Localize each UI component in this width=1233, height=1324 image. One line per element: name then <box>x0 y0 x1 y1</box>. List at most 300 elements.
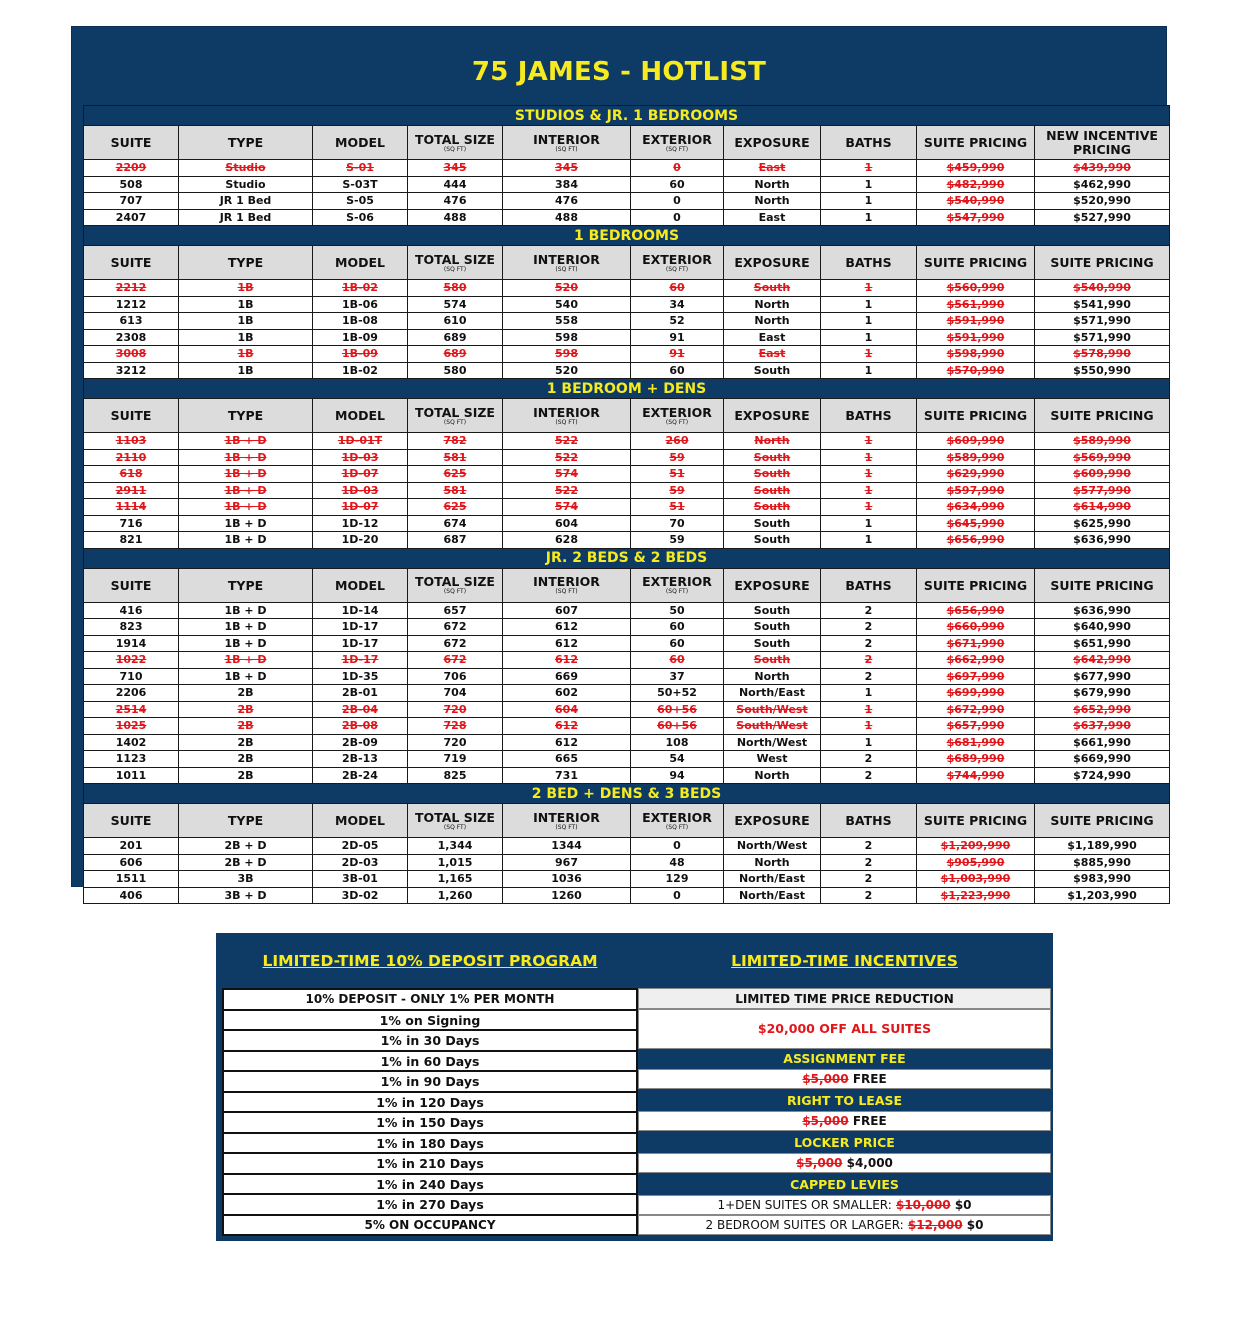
suite-cell: 508 <box>84 176 179 193</box>
type-cell: 1B + D <box>179 515 313 532</box>
suite-price-cell: $672,990 <box>917 701 1035 718</box>
locker-price-label: LOCKER PRICE <box>638 1133 1051 1153</box>
section-header <box>84 548 1170 568</box>
exposure-cell: South <box>724 602 821 619</box>
exterior-cell: 51 <box>631 466 724 483</box>
type-cell: 1B + D <box>179 449 313 466</box>
locker-price-old: $5,000 <box>796 1156 843 1170</box>
exposure-cell: North <box>724 176 821 193</box>
suite-price-cell: $634,990 <box>917 499 1035 516</box>
col-model-header: MODEL <box>313 246 408 280</box>
new-price-cell: $520,990 <box>1035 193 1170 210</box>
col-interior-header <box>503 246 631 280</box>
exposure-cell: East <box>724 346 821 363</box>
baths-cell: 2 <box>821 602 917 619</box>
exterior-cell: 50+52 <box>631 685 724 702</box>
model-cell: 2B-24 <box>313 767 408 784</box>
suite-cell: 2206 <box>84 685 179 702</box>
suite-price-cell: $681,990 <box>917 734 1035 751</box>
type-cell: 2B <box>179 767 313 784</box>
col-interior-header <box>503 804 631 838</box>
levies-small-text: 1+DEN SUITES OR SMALLER: <box>717 1198 892 1212</box>
interior-cell: 522 <box>503 433 631 450</box>
type-cell: 3B + D <box>179 887 313 904</box>
type-cell: JR 1 Bed <box>179 209 313 226</box>
exterior-cell: 60+56 <box>631 718 724 735</box>
levies-small-row <box>638 1195 1051 1215</box>
baths-cell: 1 <box>821 685 917 702</box>
type-cell: 2B <box>179 685 313 702</box>
suite-cell: 2514 <box>84 701 179 718</box>
col-interior-unit: (SQ FT) <box>555 418 578 426</box>
col-total-size-unit: (SQ FT) <box>443 145 467 153</box>
deposit-item: 1% on Signing <box>222 1009 638 1032</box>
suite-cell: 201 <box>84 838 179 855</box>
model-cell: 1D-07 <box>313 466 408 483</box>
exposure-cell: South <box>724 449 821 466</box>
deposit-item: 1% in 60 Days <box>222 1050 638 1073</box>
col-exposure-header: EXPOSURE <box>724 568 821 602</box>
col-type-header: TYPE <box>179 804 313 838</box>
suite-price-cell: $598,990 <box>917 346 1035 363</box>
col-suite-header: SUITE <box>84 246 179 280</box>
interior-cell: 1260 <box>503 887 631 904</box>
table-row <box>84 838 1170 855</box>
interior-cell: 602 <box>503 685 631 702</box>
capped-levies-label: CAPPED LEVIES <box>638 1175 1051 1195</box>
new-price-cell: $609,990 <box>1035 466 1170 483</box>
exterior-cell: 60 <box>631 619 724 636</box>
baths-cell: 1 <box>821 209 917 226</box>
col-exterior-label: EXTERIOR <box>642 404 712 420</box>
table-row <box>84 296 1170 313</box>
model-cell: 2B-01 <box>313 685 408 702</box>
baths-cell: 2 <box>821 854 917 871</box>
type-cell: 2B <box>179 751 313 768</box>
col-exterior-unit: (SQ FT) <box>665 265 689 273</box>
exterior-cell: 34 <box>631 296 724 313</box>
col-total-size-header <box>408 126 503 160</box>
new-price-cell: $625,990 <box>1035 515 1170 532</box>
levies-large-row <box>638 1215 1051 1235</box>
model-cell: 1D-03 <box>313 482 408 499</box>
type-cell: 1B + D <box>179 482 313 499</box>
suite-price-cell: $609,990 <box>917 433 1035 450</box>
exterior-cell: 37 <box>631 668 724 685</box>
col-exterior-label: EXTERIOR <box>642 131 712 147</box>
suite-cell: 821 <box>84 532 179 549</box>
suite-price-cell: $560,990 <box>917 280 1035 297</box>
type-cell: 2B <box>179 718 313 735</box>
suite-price-cell: $671,990 <box>917 635 1035 652</box>
exposure-cell: South <box>724 280 821 297</box>
model-cell: S-05 <box>313 193 408 210</box>
col-total-size-header <box>408 399 503 433</box>
exposure-cell: North/East <box>724 871 821 888</box>
col-baths-header: BATHS <box>821 126 917 160</box>
type-cell: 3B <box>179 871 313 888</box>
total-size-cell: 580 <box>408 280 503 297</box>
new-price-cell: $540,990 <box>1035 280 1170 297</box>
interior-cell: 604 <box>503 515 631 532</box>
total-size-cell: 782 <box>408 433 503 450</box>
suite-price-cell: $482,990 <box>917 176 1035 193</box>
type-cell: 1B + D <box>179 532 313 549</box>
total-size-cell: 581 <box>408 449 503 466</box>
deposit-item: 10% DEPOSIT - ONLY 1% PER MONTH <box>222 988 638 1011</box>
baths-cell: 2 <box>821 635 917 652</box>
interior-cell: 574 <box>503 499 631 516</box>
levies-large-old: $12,000 <box>907 1218 963 1232</box>
exterior-cell: 48 <box>631 854 724 871</box>
new-price-cell: $724,990 <box>1035 767 1170 784</box>
total-size-cell: 625 <box>408 466 503 483</box>
interior-cell: 520 <box>503 362 631 379</box>
table-row <box>84 887 1170 904</box>
interior-cell: 1036 <box>503 871 631 888</box>
baths-cell: 1 <box>821 329 917 346</box>
baths-cell: 1 <box>821 499 917 516</box>
table-row <box>84 602 1170 619</box>
col-total-size-label: TOTAL SIZE <box>415 251 495 267</box>
total-size-cell: 704 <box>408 685 503 702</box>
interior-cell: 604 <box>503 701 631 718</box>
col-exterior-label: EXTERIOR <box>642 251 712 267</box>
total-size-cell: 580 <box>408 362 503 379</box>
hotlist-panel <box>71 26 1167 902</box>
exterior-cell: 129 <box>631 871 724 888</box>
interior-cell: 612 <box>503 718 631 735</box>
exposure-cell: North/West <box>724 838 821 855</box>
baths-cell: 1 <box>821 362 917 379</box>
type-cell: 1B <box>179 329 313 346</box>
interior-cell: 612 <box>503 635 631 652</box>
table-row <box>84 515 1170 532</box>
suite-cell: 416 <box>84 602 179 619</box>
interior-cell: 1344 <box>503 838 631 855</box>
exposure-cell: South <box>724 482 821 499</box>
total-size-cell: 728 <box>408 718 503 735</box>
new-price-cell: $651,990 <box>1035 635 1170 652</box>
exposure-cell: West <box>724 751 821 768</box>
col-type-header: TYPE <box>179 246 313 280</box>
model-cell: 1D-07 <box>313 499 408 516</box>
col-exposure-header: EXPOSURE <box>724 126 821 160</box>
suite-cell: 1011 <box>84 767 179 784</box>
interior-cell: 967 <box>503 854 631 871</box>
table-row <box>84 280 1170 297</box>
suite-cell: 3212 <box>84 362 179 379</box>
exterior-cell: 260 <box>631 433 724 450</box>
exterior-cell: 59 <box>631 449 724 466</box>
col-interior-header <box>503 399 631 433</box>
exposure-cell: North <box>724 433 821 450</box>
model-cell: 1B-02 <box>313 362 408 379</box>
exposure-cell: North <box>724 668 821 685</box>
suite-cell: 1114 <box>84 499 179 516</box>
table-row <box>84 466 1170 483</box>
col-exterior-header <box>631 246 724 280</box>
model-cell: 2B-08 <box>313 718 408 735</box>
model-cell: 2D-03 <box>313 854 408 871</box>
deposit-item: 5% ON OCCUPANCY <box>222 1214 638 1237</box>
col-exposure-header: EXPOSURE <box>724 246 821 280</box>
exposure-cell: East <box>724 329 821 346</box>
model-cell: 1D-01T <box>313 433 408 450</box>
table-row <box>84 176 1170 193</box>
col-suite-header: SUITE <box>84 126 179 160</box>
suite-price-cell: $660,990 <box>917 619 1035 636</box>
exposure-cell: North/West <box>724 734 821 751</box>
col-interior-label: INTERIOR <box>533 131 600 147</box>
total-size-cell: 1,015 <box>408 854 503 871</box>
suite-cell: 710 <box>84 668 179 685</box>
type-cell: 1B + D <box>179 499 313 516</box>
model-cell: 3B-01 <box>313 871 408 888</box>
exterior-cell: 94 <box>631 767 724 784</box>
model-cell: 1B-08 <box>313 313 408 330</box>
col-model-header: MODEL <box>313 804 408 838</box>
exposure-cell: North/East <box>724 685 821 702</box>
suite-price-cell: $656,990 <box>917 602 1035 619</box>
total-size-cell: 689 <box>408 346 503 363</box>
exposure-cell: North <box>724 313 821 330</box>
col-total-size-unit: (SQ FT) <box>443 418 467 426</box>
table-row <box>84 362 1170 379</box>
suite-cell: 2209 <box>84 160 179 177</box>
price-reduction-label: LIMITED TIME PRICE REDUCTION <box>638 988 1051 1009</box>
model-cell: S-03T <box>313 176 408 193</box>
col-type-header: TYPE <box>179 126 313 160</box>
type-cell: 1B + D <box>179 652 313 669</box>
baths-cell: 1 <box>821 701 917 718</box>
type-cell: 2B + D <box>179 854 313 871</box>
baths-cell: 1 <box>821 482 917 499</box>
table-row <box>84 532 1170 549</box>
exterior-cell: 0 <box>631 887 724 904</box>
exposure-cell: South/West <box>724 701 821 718</box>
table-row <box>84 482 1170 499</box>
model-cell: 1B-09 <box>313 329 408 346</box>
new-price-cell: $640,990 <box>1035 619 1170 636</box>
col-interior-label: INTERIOR <box>533 251 600 267</box>
exposure-cell: East <box>724 160 821 177</box>
table-row <box>84 209 1170 226</box>
suite-cell: 2308 <box>84 329 179 346</box>
col-baths-header: BATHS <box>821 399 917 433</box>
type-cell: 1B <box>179 296 313 313</box>
exposure-cell: North <box>724 296 821 313</box>
table-row <box>84 499 1170 516</box>
column-header-row <box>84 246 1170 280</box>
total-size-cell: 1,260 <box>408 887 503 904</box>
table-row <box>84 871 1170 888</box>
model-cell: 2B-13 <box>313 751 408 768</box>
type-cell: 2B + D <box>179 838 313 855</box>
suite-price-cell: $699,990 <box>917 685 1035 702</box>
model-cell: 2B-04 <box>313 701 408 718</box>
exterior-cell: 108 <box>631 734 724 751</box>
deposit-item: 1% in 240 Days <box>222 1173 638 1196</box>
interior-cell: 607 <box>503 602 631 619</box>
total-size-cell: 672 <box>408 619 503 636</box>
new-price-cell: $1,189,990 <box>1035 838 1170 855</box>
baths-cell: 2 <box>821 767 917 784</box>
model-cell: 1D-35 <box>313 668 408 685</box>
exterior-cell: 60 <box>631 280 724 297</box>
suite-cell: 823 <box>84 619 179 636</box>
suite-price-cell: $697,990 <box>917 668 1035 685</box>
new-price-cell: $661,990 <box>1035 734 1170 751</box>
type-cell: 1B <box>179 362 313 379</box>
col-suite-pricing-header: SUITE PRICING <box>917 246 1035 280</box>
col-type-header: TYPE <box>179 568 313 602</box>
exposure-cell: South <box>724 635 821 652</box>
exposure-cell: North <box>724 767 821 784</box>
col-suite-pricing-header: SUITE PRICING <box>917 399 1035 433</box>
baths-cell: 1 <box>821 280 917 297</box>
model-cell: 1D-03 <box>313 449 408 466</box>
type-cell: 1B + D <box>179 619 313 636</box>
col-exterior-header <box>631 568 724 602</box>
exterior-cell: 0 <box>631 160 724 177</box>
interior-cell: 612 <box>503 734 631 751</box>
new-price-cell: $569,990 <box>1035 449 1170 466</box>
col-suite-pricing-header: SUITE PRICING <box>917 568 1035 602</box>
col-exterior-unit: (SQ FT) <box>665 588 689 595</box>
total-size-cell: 345 <box>408 160 503 177</box>
suite-price-cell: $657,990 <box>917 718 1035 735</box>
model-cell: 1D-17 <box>313 619 408 636</box>
model-cell: S-01 <box>313 160 408 177</box>
table-row <box>84 635 1170 652</box>
suite-price-cell: $570,990 <box>917 362 1035 379</box>
suite-price-cell: $1,003,990 <box>917 871 1035 888</box>
table-row <box>84 685 1170 702</box>
baths-cell: 1 <box>821 734 917 751</box>
baths-cell: 2 <box>821 652 917 669</box>
suite-price-cell: $656,990 <box>917 532 1035 549</box>
exposure-cell: South <box>724 515 821 532</box>
baths-cell: 1 <box>821 466 917 483</box>
col-suite-header: SUITE <box>84 804 179 838</box>
interior-cell: 612 <box>503 619 631 636</box>
col-new-price-header: SUITE PRICING <box>1035 246 1170 280</box>
model-cell: S-06 <box>313 209 408 226</box>
interior-cell: 540 <box>503 296 631 313</box>
total-size-cell: 476 <box>408 193 503 210</box>
exterior-cell: 54 <box>631 751 724 768</box>
levies-large-new: $0 <box>966 1218 984 1232</box>
right-to-lease-value <box>638 1111 1051 1131</box>
suite-price-cell: $1,223,990 <box>917 887 1035 904</box>
suite-price-cell: $597,990 <box>917 482 1035 499</box>
suite-price-cell: $591,990 <box>917 313 1035 330</box>
total-size-cell: 674 <box>408 515 503 532</box>
new-price-cell: $462,990 <box>1035 176 1170 193</box>
suite-price-cell: $459,990 <box>917 160 1035 177</box>
col-interior-unit: (SQ FT) <box>555 265 578 273</box>
right-to-lease-old: $5,000 <box>802 1114 849 1128</box>
section-title: JR. 2 BEDS & 2 BEDS <box>84 548 1170 568</box>
new-price-cell: $677,990 <box>1035 668 1170 685</box>
total-size-cell: 657 <box>408 602 503 619</box>
type-cell: 1B + D <box>179 466 313 483</box>
right-to-lease-new: FREE <box>852 1114 887 1128</box>
new-price-cell: $439,990 <box>1035 160 1170 177</box>
baths-cell: 2 <box>821 619 917 636</box>
baths-cell: 1 <box>821 532 917 549</box>
col-exterior-label: EXTERIOR <box>642 574 712 589</box>
deposit-item: 1% in 150 Days <box>222 1111 638 1134</box>
table-row <box>84 619 1170 636</box>
col-total-size-label: TOTAL SIZE <box>415 404 495 420</box>
deposit-program-title: LIMITED-TIME 10% DEPOSIT PROGRAM <box>262 952 598 970</box>
exterior-cell: 60 <box>631 635 724 652</box>
exposure-cell: South <box>724 532 821 549</box>
new-price-cell: $679,990 <box>1035 685 1170 702</box>
col-exterior-header <box>631 399 724 433</box>
col-interior-unit: (SQ FT) <box>555 145 578 153</box>
type-cell: Studio <box>179 160 313 177</box>
col-suite-pricing-header: SUITE PRICING <box>917 804 1035 838</box>
new-price-cell: $636,990 <box>1035 602 1170 619</box>
right-to-lease-label: RIGHT TO LEASE <box>638 1091 1051 1111</box>
model-cell: 2B-09 <box>313 734 408 751</box>
column-header-row <box>84 399 1170 433</box>
suite-cell: 3008 <box>84 346 179 363</box>
new-price-cell: $652,990 <box>1035 701 1170 718</box>
baths-cell: 1 <box>821 449 917 466</box>
col-total-size-header <box>408 804 503 838</box>
interior-cell: 476 <box>503 193 631 210</box>
total-size-cell: 1,165 <box>408 871 503 888</box>
exterior-cell: 0 <box>631 838 724 855</box>
interior-cell: 558 <box>503 313 631 330</box>
exposure-cell: North <box>724 193 821 210</box>
total-size-cell: 720 <box>408 701 503 718</box>
table-row <box>84 767 1170 784</box>
new-price-cell: $527,990 <box>1035 209 1170 226</box>
new-price-cell: $589,990 <box>1035 433 1170 450</box>
new-price-cell: $885,990 <box>1035 854 1170 871</box>
levies-small-new: $0 <box>954 1198 972 1212</box>
table-row <box>84 701 1170 718</box>
table-row <box>84 193 1170 210</box>
exterior-cell: 91 <box>631 329 724 346</box>
deposit-item: 1% in 180 Days <box>222 1132 638 1155</box>
new-price-cell: $1,203,990 <box>1035 887 1170 904</box>
suite-cell: 1123 <box>84 751 179 768</box>
new-price-cell: $636,990 <box>1035 532 1170 549</box>
suite-cell: 2407 <box>84 209 179 226</box>
baths-cell: 2 <box>821 871 917 888</box>
type-cell: 1B <box>179 346 313 363</box>
table-row <box>84 734 1170 751</box>
model-cell: 2D-05 <box>313 838 408 855</box>
model-cell: 1B-02 <box>313 280 408 297</box>
suite-price-cell: $629,990 <box>917 466 1035 483</box>
suite-price-cell: $547,990 <box>917 209 1035 226</box>
col-type-header: TYPE <box>179 399 313 433</box>
locker-price-new: $4,000 <box>846 1156 893 1170</box>
suite-price-cell: $540,990 <box>917 193 1035 210</box>
section-header <box>84 784 1170 804</box>
deposit-item: 1% in 120 Days <box>222 1091 638 1114</box>
baths-cell: 1 <box>821 193 917 210</box>
assignment-fee-value <box>638 1069 1051 1089</box>
new-price-cell: $577,990 <box>1035 482 1170 499</box>
